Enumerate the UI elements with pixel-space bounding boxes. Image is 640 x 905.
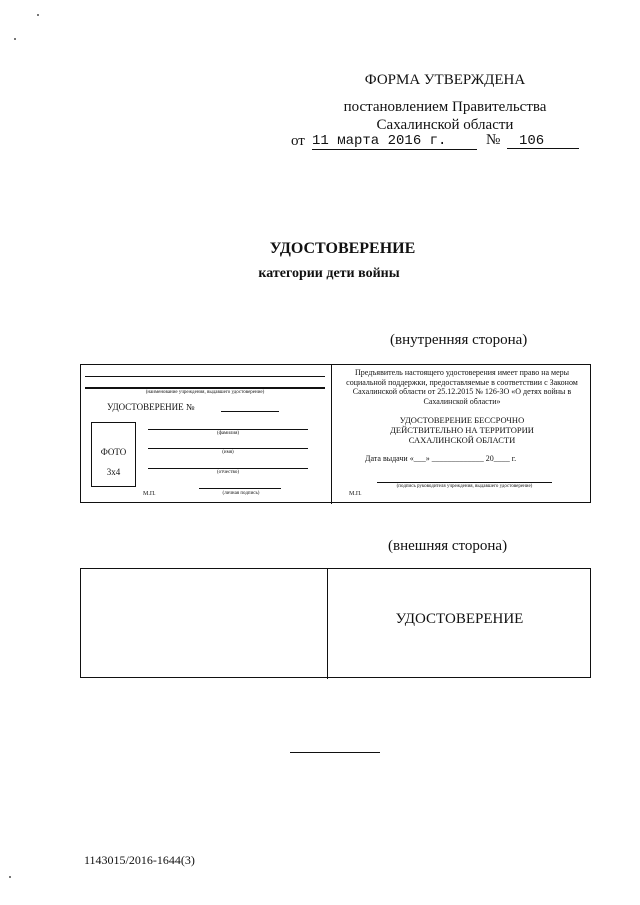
inner-side-card <box>80 364 591 503</box>
approval-number: 106 <box>507 133 579 149</box>
outer-side-caption: (внешняя сторона) <box>388 538 508 554</box>
outer-side-card <box>80 568 591 678</box>
photo-label: ФОТО <box>100 447 127 457</box>
approval-resolution: постановлением Правительства <box>343 99 547 115</box>
approval-number-label: № <box>486 132 501 148</box>
approval-date: 11 марта 2016 г. <box>312 133 477 150</box>
scan-speck <box>9 876 11 878</box>
document-subtitle: категории дети войны <box>258 266 400 281</box>
cert-number-line <box>221 411 279 412</box>
signature-line <box>199 488 281 489</box>
photo-size: 3х4 <box>106 467 121 477</box>
name-line <box>148 448 308 449</box>
left-stamp-mark: М.П. <box>143 491 156 497</box>
validity-line-2: ДЕЙСТВИТЕЛЬНО НА ТЕРРИТОРИИ <box>390 425 534 435</box>
photo-placeholder <box>91 422 136 487</box>
document-title: УДОСТОВЕРЕНИЕ <box>269 240 416 257</box>
rights-text: Предъявитель настоящего удостоверения имеет право на меры социальной поддержки, предоставляемые в соответствии с Законом Сахалинской области от 25.12.2015 № 126-ЗО «О детях войны в Сахалинской области» <box>346 368 578 406</box>
approval-heading: ФОРМА УТВЕРЖДЕНА <box>364 72 526 88</box>
closing-rule <box>290 752 380 753</box>
cert-number-label: УДОСТОВЕРЕНИЕ № <box>107 402 195 412</box>
surname-line <box>148 429 308 430</box>
card-fold-line <box>331 365 332 504</box>
cover-title: УДОСТОВЕРЕНИЕ <box>395 611 524 627</box>
patronymic-hint: (отчество) <box>216 470 240 475</box>
validity-line-1: УДОСТОВЕРЕНИЕ БЕССРОЧНО <box>399 415 525 425</box>
validity-line-3: САХАЛИНСКОЙ ОБЛАСТИ <box>408 435 516 445</box>
name-hint: (имя) <box>222 450 234 455</box>
right-stamp-mark: М.П. <box>349 491 362 497</box>
signature-hint: (личная подпись) <box>222 491 260 496</box>
inner-side-caption: (внутренняя сторона) <box>390 332 528 348</box>
patronymic-line <box>148 468 308 469</box>
head-signature-hint: (подпись руководителя учреждения, выдавшего удостоверение) <box>396 484 533 489</box>
scan-speck <box>37 14 39 16</box>
institution-line-1 <box>85 376 325 377</box>
institution-hint: (наименование учреждения, выдавшего удостоверение) <box>145 390 265 395</box>
head-signature-line <box>377 482 552 483</box>
approval-region: Сахалинской области <box>376 117 514 133</box>
approval-from-label: от <box>291 133 305 149</box>
document-registration-number: 1143015/2016-1644(3) <box>84 853 195 867</box>
surname-hint: (фамилия) <box>216 431 240 436</box>
institution-line-2 <box>85 387 325 389</box>
scan-speck <box>14 38 16 40</box>
issue-date: Дата выдачи «___» _____________ 20____ г. <box>365 454 517 463</box>
